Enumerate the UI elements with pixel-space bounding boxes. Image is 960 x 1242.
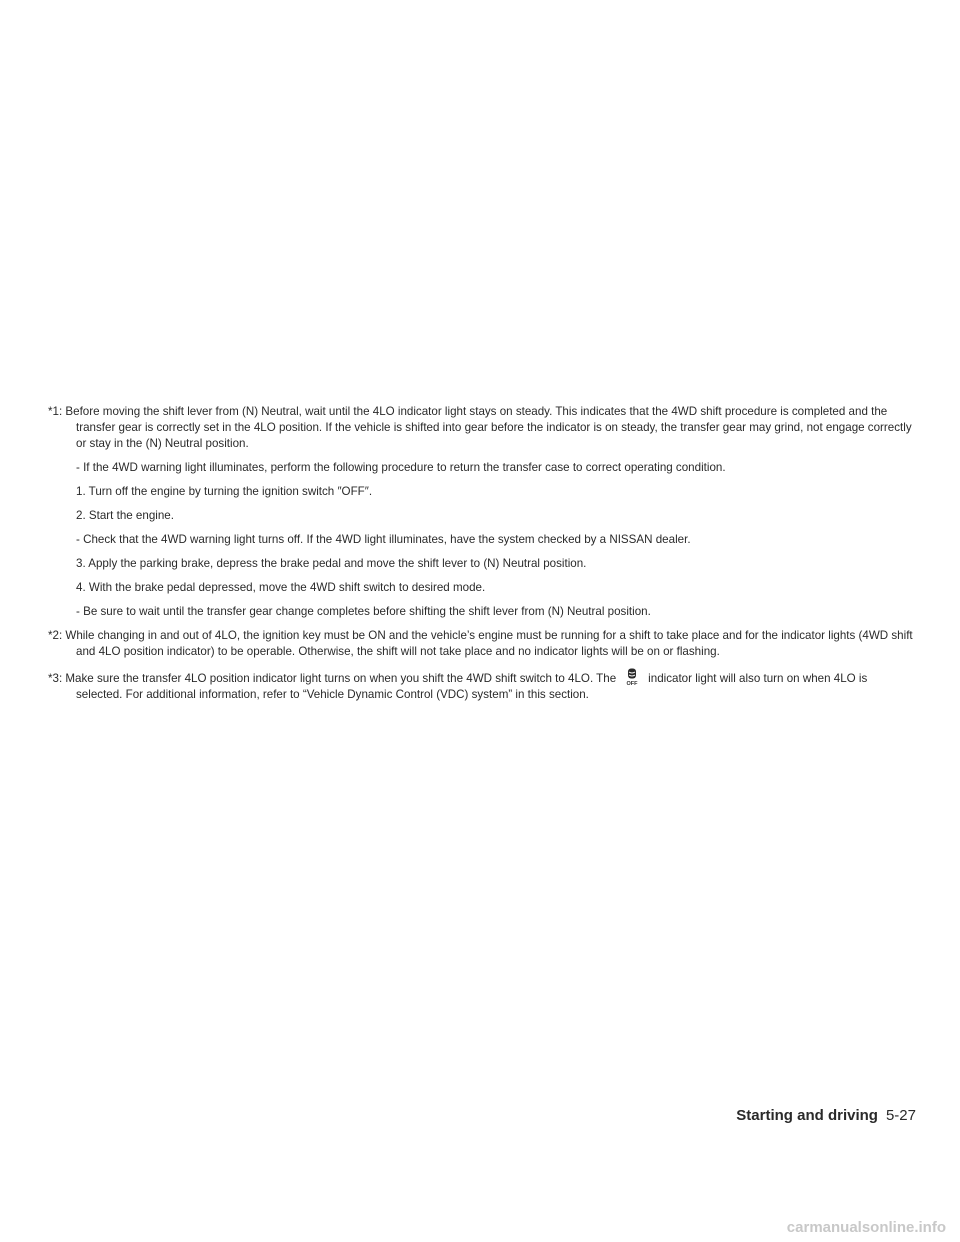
footnote-2: *2: While changing in and out of 4LO, the ignition key must be ON and the vehicle’s engine must be running for a shift to take place and for the indicator lights (4WD shift and 4LO position indicator) to be operable. Otherwise, the shift will not take place and no indicator lights will be on or flashing. bbox=[48, 629, 913, 658]
page-footer bbox=[736, 1107, 916, 1124]
footnote-3-text-after: indicator light will also turn on when 4LO is selected. For additional information, refer to “Vehicle Dynamic Control (VDC) system” in this section. bbox=[76, 672, 868, 701]
procedure-step: - Be sure to wait until the transfer gear change completes before shifting the shift lever from (N) Neutral position. bbox=[76, 605, 651, 618]
procedure-step: - If the 4WD warning light illuminates, perform the following procedure to return the transfer case to correct operating condition. bbox=[76, 461, 726, 474]
procedure-step: 4. With the brake pedal depressed, move the 4WD shift switch to desired mode. bbox=[76, 581, 486, 594]
procedure-step: 1. Turn off the engine by turning the ignition switch ″OFF″. bbox=[76, 485, 373, 498]
footnote-1: *1: Before moving the shift lever from (N) Neutral, wait until the 4LO indicator light stays on steady. This indicates that the 4WD shift procedure is completed and the transfer gear is correctly set in the 4LO position. If the vehicle is shifted into gear before the indicator is on steady, the transfer gear may grind, not engage correctly or stay in the (N) Neutral position. bbox=[48, 405, 912, 450]
footnotes bbox=[48, 404, 916, 711]
page-number: 5-27 bbox=[885, 1107, 916, 1124]
procedure-step: - Check that the 4WD warning light turns off. If the 4WD light illuminates, have the system checked by a NISSAN dealer. bbox=[76, 533, 691, 546]
procedure-step: 3. Apply the parking brake, depress the brake pedal and move the shift lever to (N) Neutral position. bbox=[76, 557, 587, 570]
vdc-off-indicator-icon bbox=[620, 668, 644, 686]
vdc-off-icon-label: OFF bbox=[626, 681, 638, 686]
footnote-3 bbox=[48, 668, 916, 703]
procedure-step: 2. Start the engine. bbox=[76, 509, 174, 522]
footnote-3-text-before: *3: Make sure the transfer 4LO position indicator light turns on when you shift the 4WD shift switch to 4LO. The bbox=[48, 672, 617, 685]
watermark: carmanualsonline.info bbox=[786, 1219, 946, 1236]
section-title: Starting and driving bbox=[736, 1107, 878, 1124]
